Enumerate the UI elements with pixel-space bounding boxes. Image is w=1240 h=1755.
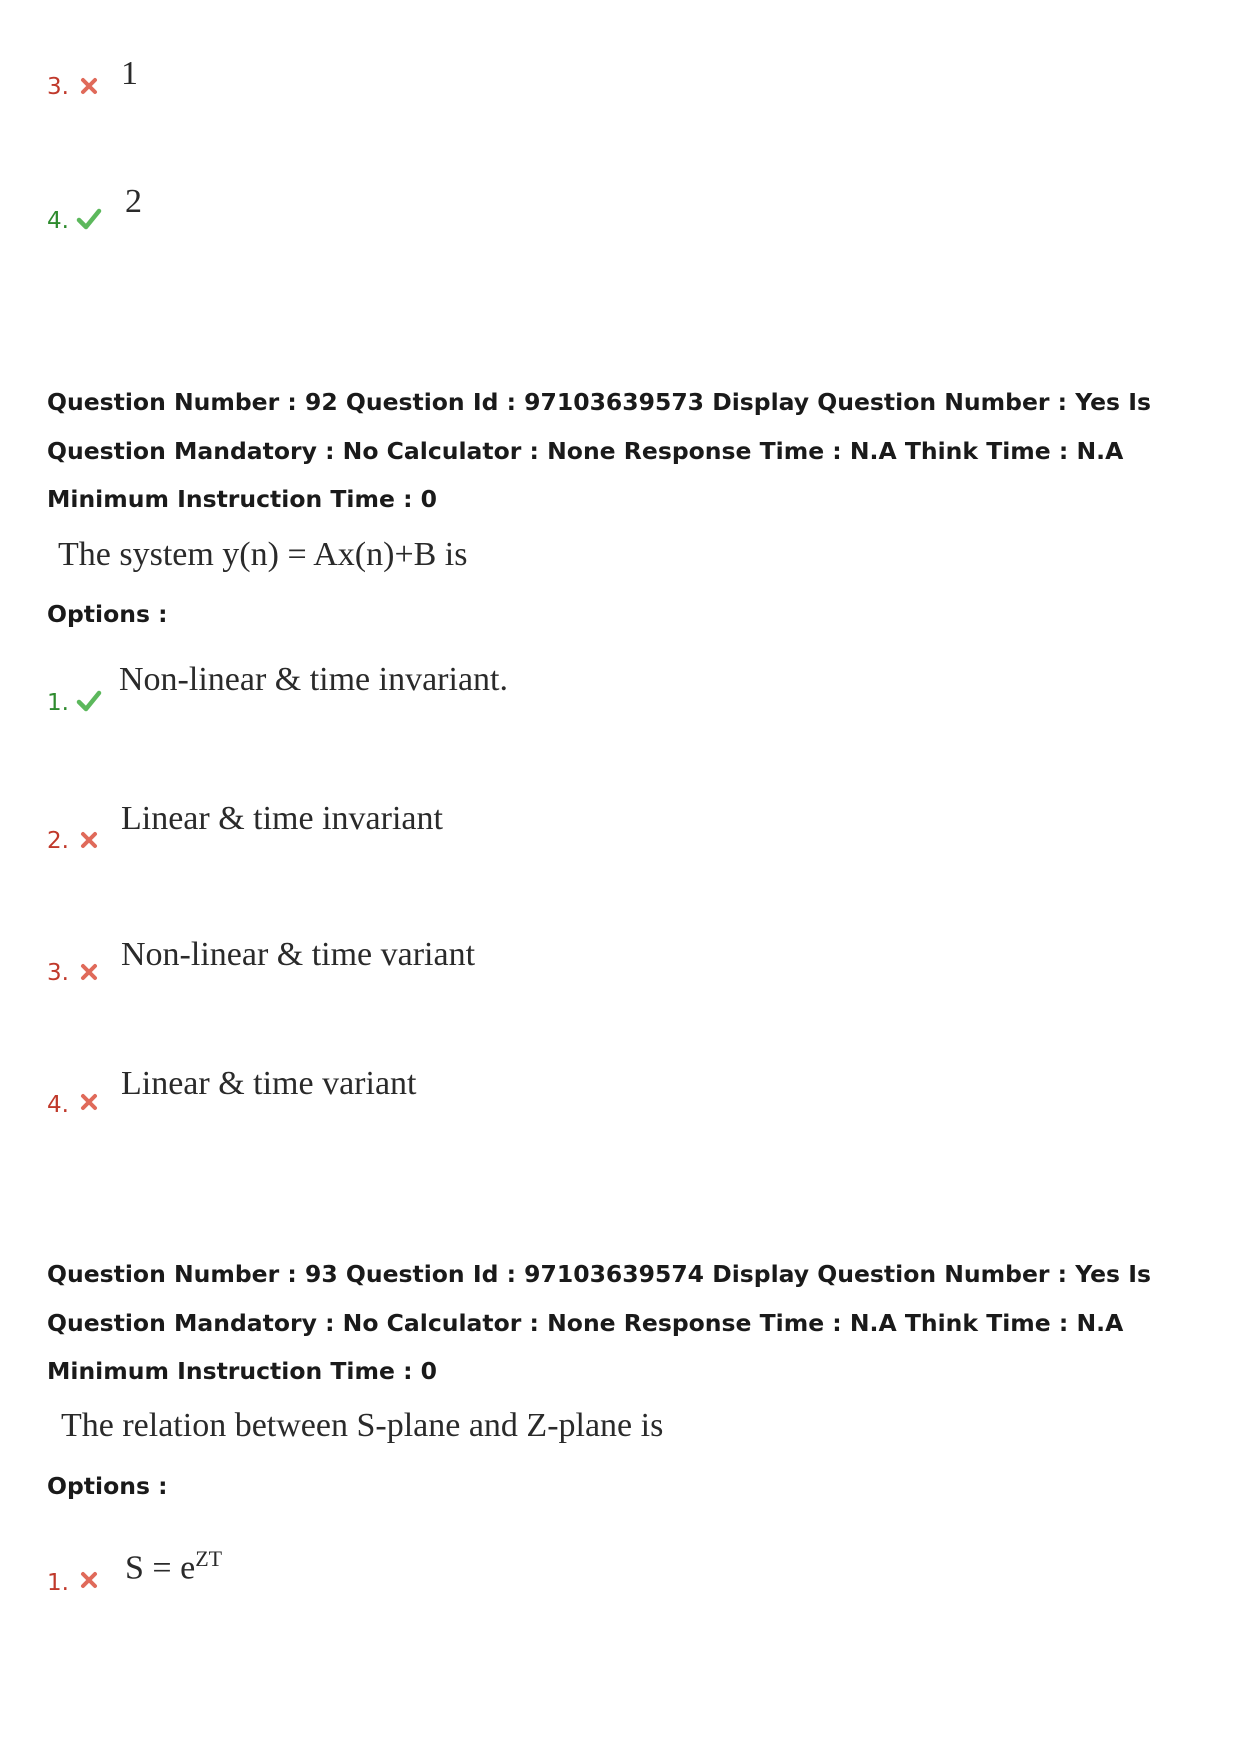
cross-icon (77, 960, 101, 984)
formula-superscript: ZT (195, 1546, 223, 1571)
question-93-text: The relation between S-plane and Z-plane is (61, 1407, 664, 1444)
cross-icon (77, 74, 101, 98)
question-93-options-label: Options : (47, 1472, 168, 1500)
check-icon (75, 205, 103, 233)
cross-icon (77, 828, 101, 852)
option-text: Non-linear & time variant (121, 936, 476, 973)
cross-icon (77, 1568, 101, 1592)
question-92-text: The system y(n) = Ax(n)+B is (58, 536, 468, 573)
option-text: 1 (121, 55, 138, 92)
option-text: 2 (125, 183, 142, 220)
question-93-meta: Question Number : 93 Question Id : 97103639574 Display Question Number : Yes Is Question Mandatory : No Calculator : None Response Time : N.A Think Time : N.A Minimum Instruction Time : 0 (47, 1260, 1151, 1385)
option-text (125, 1546, 222, 1587)
formula-base: S = e (125, 1549, 196, 1587)
option-number: 1. (47, 1570, 69, 1596)
option-number: 2. (47, 828, 69, 854)
option-number: 4. (47, 208, 69, 234)
option-number: 4. (47, 1092, 69, 1118)
option-number: 1. (47, 690, 69, 716)
check-icon (75, 687, 103, 715)
option-text: Non-linear & time invariant. (119, 661, 508, 698)
question-92-meta: Question Number : 92 Question Id : 97103639573 Display Question Number : Yes Is Question Mandatory : No Calculator : None Response Time : N.A Think Time : N.A Minimum Instruction Time : 0 (47, 388, 1151, 513)
option-text: Linear & time variant (121, 1065, 417, 1102)
question-92-options-label: Options : (47, 600, 168, 628)
option-text: Linear & time invariant (121, 800, 443, 837)
option-number: 3. (47, 74, 69, 100)
option-number: 3. (47, 960, 69, 986)
cross-icon (77, 1090, 101, 1114)
